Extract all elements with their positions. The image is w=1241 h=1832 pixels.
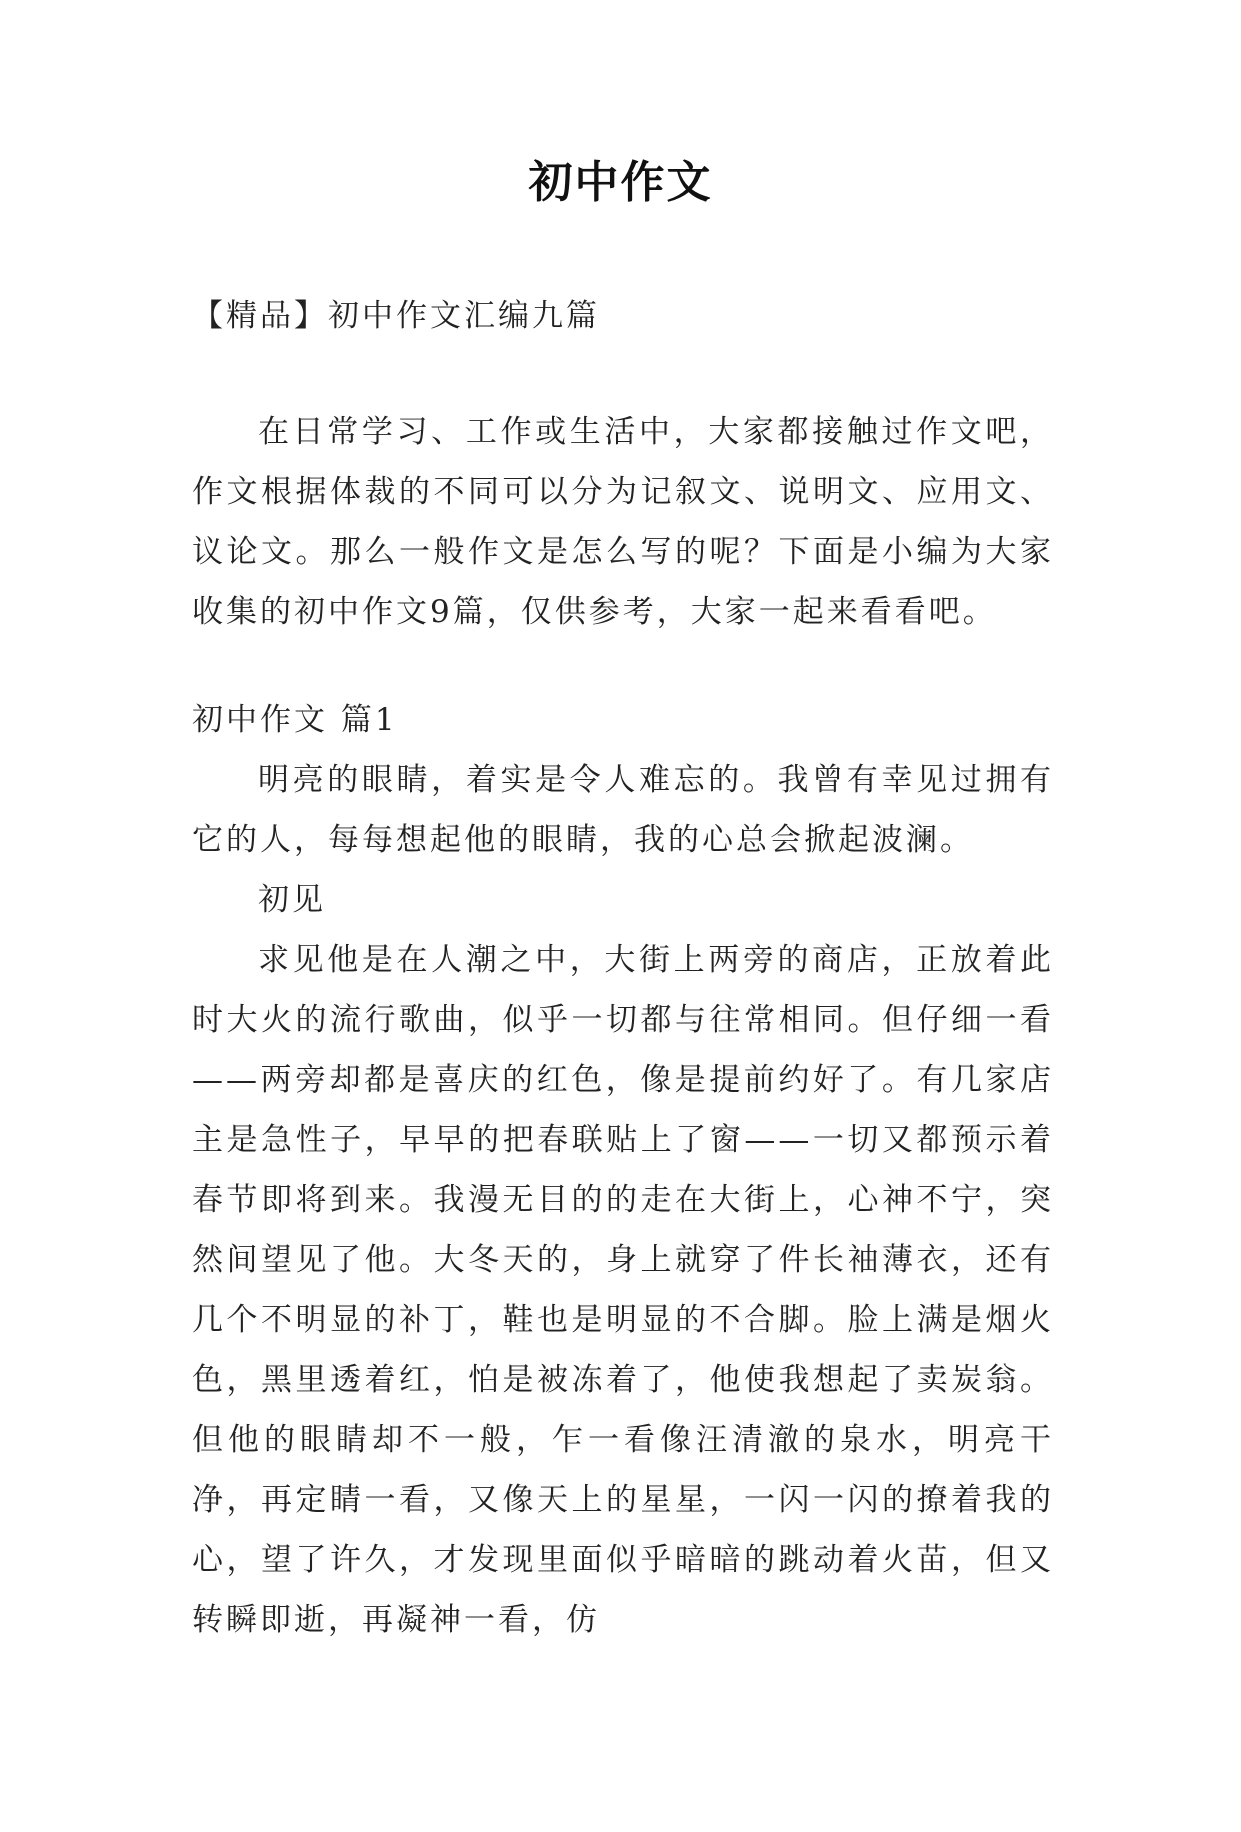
- document-title: 初中作文: [528, 157, 713, 208]
- essay-paragraph: 求见他是在人潮之中，大街上两旁的商店，正放着此时大火的流行歌曲，似乎一切都与往常相同。但仔细一看——两旁却都是喜庆的红色，像是提前约好了。有几家店主是急性子，早早的把春联贴上了窗——一切又都预示着春节即将到来。我漫无目的的走在大街上，心神不宁，突然间望见了他。大冬天的，身上就穿了件长袖薄衣，还有几个不明显的补丁，鞋也是明显的不合脚。脸上满是烟火色，黑里透着红，怕是被冻着了，他使我想起了卖炭翁。 但他的眼睛却不一般，乍一看像汪清澈的泉水，明亮干净，再定睛一看，又像天上的星星，一闪一闪的撩着我的心，望了许久，才发现里面似乎暗暗的跳动着火苗，但又转瞬即逝，再凝神一看，仿: [192, 942, 1054, 1638]
- intro-paragraph: 在日常学习、工作或生活中，大家都接触过作文吧，作文根据体裁的不同可以分为记叙文、说明文、应用文、议论文。那么一般作文是怎么写的呢？下面是小编为大家收集的初中作文9篇，仅供参考，大家一起来看看吧。: [192, 414, 1054, 630]
- essay-heading: 初中作文 篇1: [192, 702, 398, 738]
- essay-section: [192, 690, 1054, 1832]
- essay-paragraph: 明亮的眼睛，着实是令人难忘的。我曾有幸见过拥有它的人，每每想起他的眼睛，我的心总会掀起波澜。: [192, 762, 1054, 858]
- essay-subheading: 初见: [258, 882, 326, 918]
- document-subtitle: 【精品】初中作文汇编九篇: [192, 298, 600, 334]
